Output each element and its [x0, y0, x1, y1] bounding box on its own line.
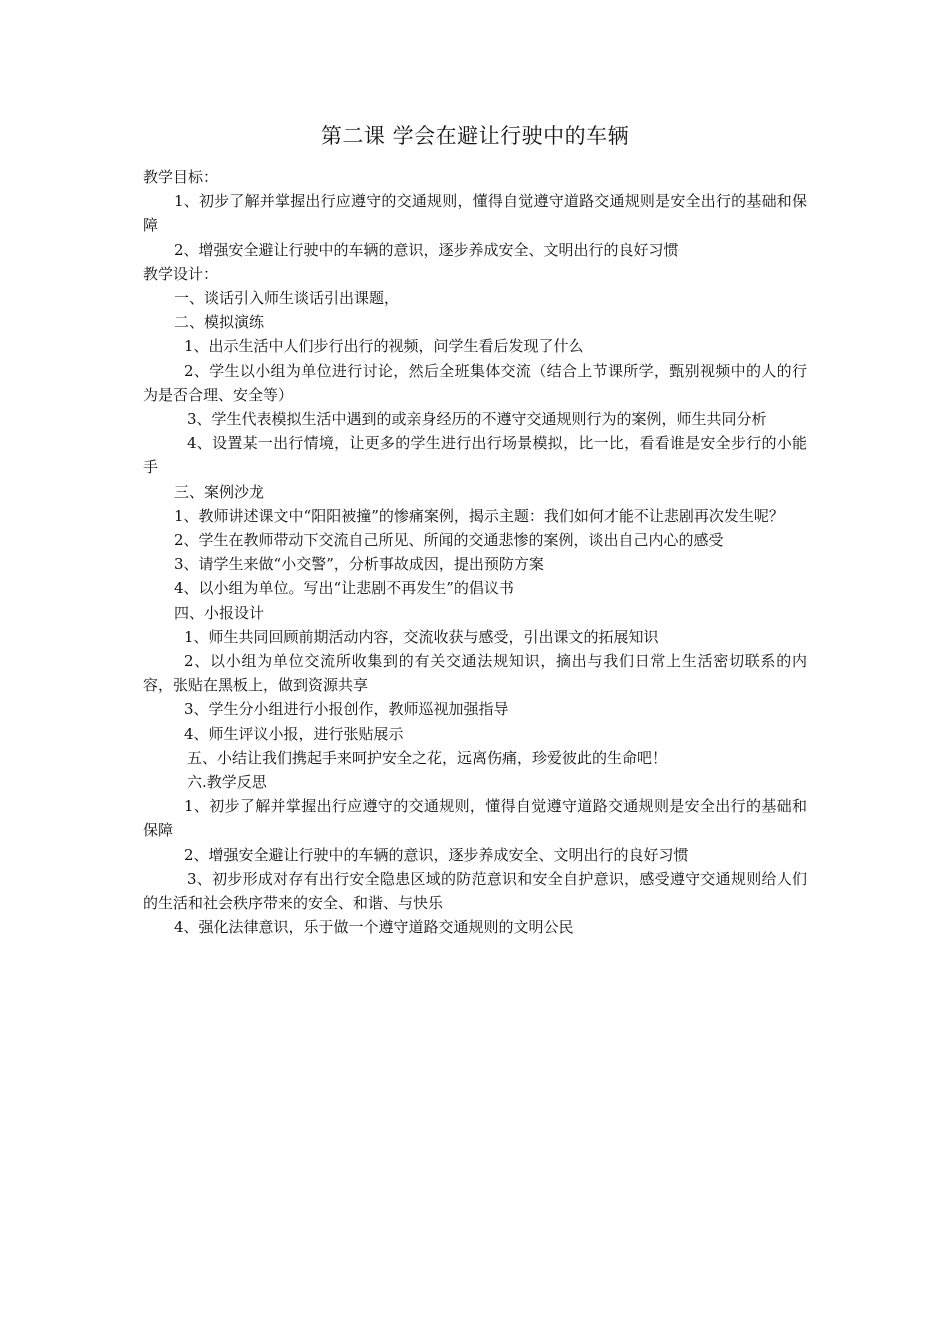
- objective-item: 1、初步了解并掌握出行应遵守的交通规则，懂得自觉遵守道路交通规则是安全出行的基础和保障: [143, 192, 807, 235]
- design-step-item: 4、师生评议小报，进行张贴展示: [184, 724, 404, 743]
- design-step-item: 3、学生代表模拟生活中遇到的或亲身经历的不遵守交通规则行为的案例，师生共同分析: [187, 410, 767, 429]
- reflection-item: 1、初步了解并掌握出行应遵守的交通规则，懂得自觉遵守道路交通规则是安全出行的基础和保障: [143, 797, 807, 840]
- design-step-heading: 一、谈话引入师生谈话引出课题，: [174, 289, 400, 308]
- design-step-item: 3、请学生来做“小交警”，分析事故成因，提出预防方案: [174, 555, 544, 574]
- reflection-item: 2、增强安全避让行驶中的车辆的意识，逐步养成安全、文明出行的良好习惯: [184, 845, 689, 864]
- design-step-item: 2、学生以小组为单位进行讨论，然后全班集体交流（结合上节课所学，甄别视频中的人的行为是否合理、安全等）: [143, 361, 807, 404]
- section-heading-design: 教学设计：: [143, 264, 219, 283]
- design-step-item: 3、学生分小组进行小报创作，教师巡视加强指导: [184, 700, 509, 719]
- objective-item: 2、增强安全避让行驶中的车辆的意识，逐步养成安全、文明出行的良好习惯: [174, 240, 679, 259]
- design-step-heading: 五、小结让我们携起手来呵护安全之花，远离伤痛，珍爱彼此的生命吧！: [187, 748, 668, 767]
- design-step-item: 1、师生共同回顾前期活动内容，交流收获与感受，引出课文的拓展知识: [184, 627, 659, 646]
- design-step-item: 2、以小组为单位交流所收集到的有关交通法规知识，摘出与我们日常上生活密切联系的内容，张贴在黑板上，做到资源共享: [143, 652, 807, 695]
- lesson-body: [143, 165, 807, 940]
- design-step-heading: 二、模拟演练: [174, 313, 265, 332]
- design-step-item: 4、设置某一出行情境，让更多的学生进行出行场景模拟，比一比，看看谁是安全步行的小能手: [143, 434, 807, 477]
- section-heading-objectives: 教学目标：: [143, 168, 219, 186]
- reflection-item: 4、强化法律意识，乐于做一个遵守道路交通规则的文明公民: [174, 918, 574, 937]
- design-step-heading: 三、案例沙龙: [174, 482, 265, 501]
- design-step-item: 1、教师讲述课文中“阳阳被撞”的惨痛案例，揭示主题：我们如何才能不让悲剧再次发生呢？: [174, 506, 784, 525]
- design-step-item: 4、以小组为单位。写出“让悲剧不再发生”的倡议书: [174, 579, 514, 598]
- section-heading-reflection: 六.教学反思: [187, 773, 267, 792]
- design-step-heading: 四、小报设计: [174, 603, 265, 622]
- reflection-item: 3、初步形成对存有出行安全隐患区域的防范意识和安全自护意识，感受遵守交通规则给人们的生活和社会秩序带来的安全、和谐、与快乐: [143, 869, 807, 913]
- design-step-item: 1、出示生活中人们步行出行的视频，问学生看后发现了什么: [184, 337, 584, 356]
- lesson-title: 第二课 学会在避让行驶中的车辆: [320, 124, 630, 148]
- design-step-item: 2、学生在教师带动下交流自己所见、所闻的交通悲惨的案例，谈出自己内心的感受: [174, 531, 724, 550]
